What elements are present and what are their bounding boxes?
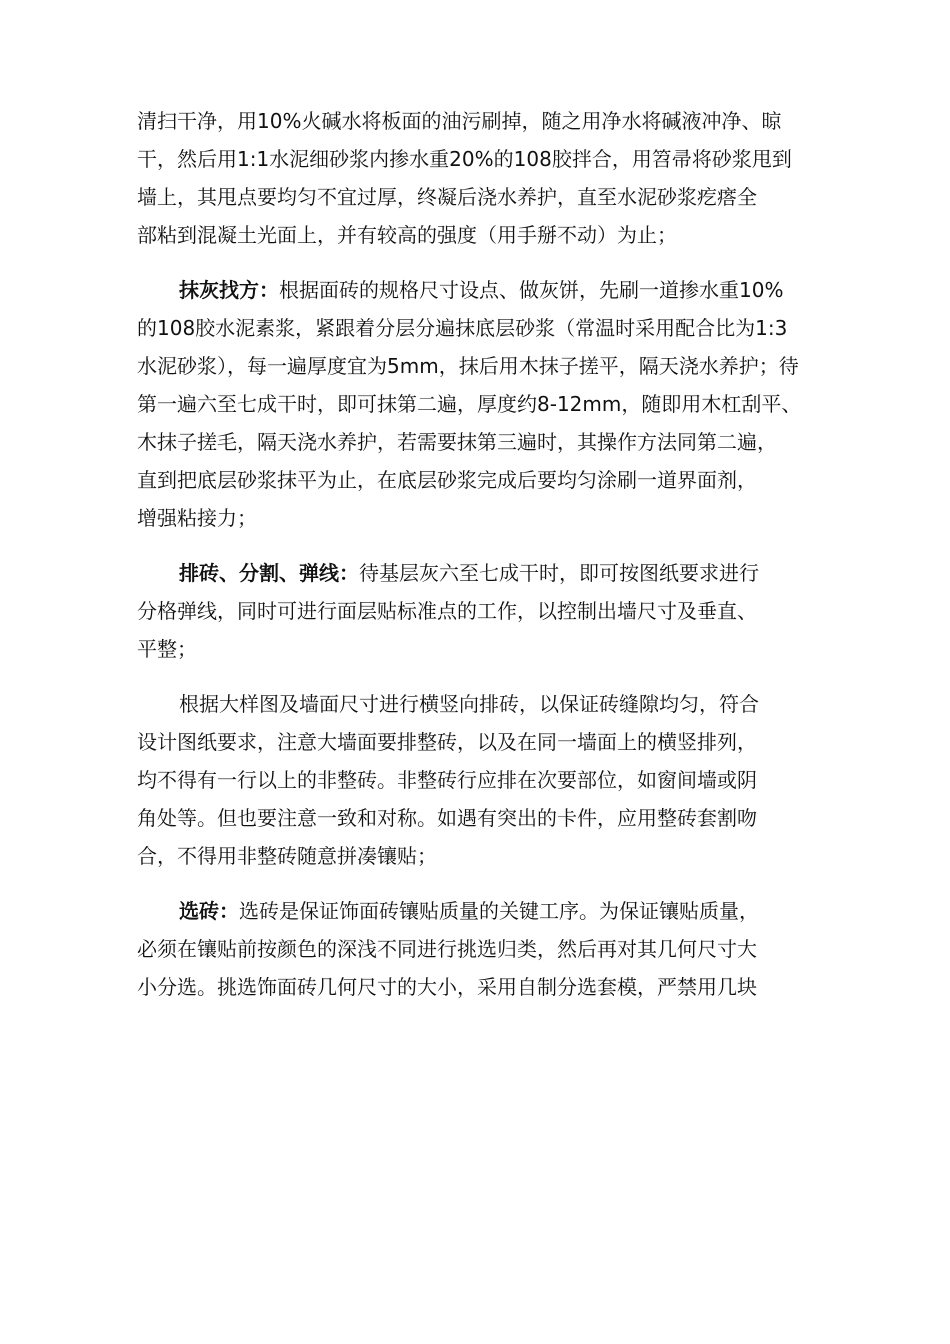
text-line: 增强粘接力； bbox=[137, 506, 257, 530]
text-run: 根据面砖的规格尺寸设点、做灰饼，先刷一道掺水重10% bbox=[279, 278, 784, 302]
paragraph-tile-arrangement bbox=[137, 685, 839, 875]
text-line: 设计图纸要求，注意大墙面要排整砖，以及在同一墙面上的横竖排列， bbox=[137, 730, 757, 754]
text-line: 水泥砂浆），每一遍厚度宜为5mm，抹后用木抹子搓平，隔天浇水养护；待 bbox=[137, 354, 799, 378]
text-line: 必须在镶贴前按颜色的深浅不同进行挑选归类，然后再对其几何尺寸大 bbox=[137, 937, 757, 961]
text-line: 第一遍六至七成干时，即可抹第二遍，厚度约8-12mm，随即用木杠刮平、 bbox=[137, 392, 802, 416]
paragraph-heading: 选砖： bbox=[179, 899, 239, 923]
text-line: 干，然后用1:1水泥细砂浆内掺水重20%的108胶拌合，用笤帚将砂浆甩到 bbox=[137, 147, 792, 171]
text-line bbox=[137, 892, 839, 930]
text-line bbox=[137, 271, 839, 309]
text-line: 小分选。挑选饰面砖几何尺寸的大小，采用自制分选套模，严禁用几块 bbox=[137, 975, 757, 999]
text-run: 待基层灰六至七成干时，即可按图纸要求进行 bbox=[359, 561, 759, 585]
text-line: 直到把底层砂浆抹平为止，在底层砂浆完成后要均匀涂刷一道界面剂， bbox=[137, 468, 757, 492]
text-line: 根据大样图及墙面尺寸进行横竖向排砖，以保证砖缝隙均匀，符合 bbox=[179, 692, 759, 716]
text-line: 合，不得用非整砖随意拼凑镶贴； bbox=[137, 844, 437, 868]
paragraph-layout-lines bbox=[137, 554, 839, 668]
paragraph-heading: 抹灰找方： bbox=[179, 278, 279, 302]
text-line: 角处等。但也要注意一致和对称。如遇有突出的卡件，应用整砖套割吻 bbox=[137, 806, 757, 830]
text-line: 部粘到混凝土光面上，并有较高的强度（用手掰不动）为止； bbox=[137, 223, 677, 247]
paragraph-heading: 排砖、分割、弹线： bbox=[179, 561, 359, 585]
paragraph-tile-selection bbox=[137, 892, 839, 1006]
text-line: 的108胶水泥素浆，紧跟着分层分遍抹底层砂浆（常温时采用配合比为1:3 bbox=[137, 316, 788, 340]
text-line: 墙上，其甩点要均匀不宜过厚，终凝后浇水养护，直至水泥砂浆疙瘩全 bbox=[137, 185, 757, 209]
text-line: 平整； bbox=[137, 637, 197, 661]
paragraph-base-treatment bbox=[137, 102, 839, 254]
text-line: 均不得有一行以上的非整砖。非整砖行应排在次要部位，如窗间墙或阴 bbox=[137, 768, 757, 792]
document-body bbox=[137, 102, 839, 1006]
text-line: 木抹子搓毛，隔天浇水养护，若需要抹第三遍时，其操作方法同第二遍， bbox=[137, 430, 777, 454]
text-line bbox=[137, 554, 839, 592]
text-line: 分格弹线，同时可进行面层贴标准点的工作，以控制出墙尺寸及垂直、 bbox=[137, 599, 757, 623]
paragraph-plastering bbox=[137, 271, 839, 537]
text-run: 选砖是保证饰面砖镶贴质量的关键工序。为保证镶贴质量， bbox=[239, 899, 759, 923]
text-line: 清扫干净，用10%火碱水将板面的油污刷掉，随之用净水将碱液冲净、晾 bbox=[137, 109, 782, 133]
